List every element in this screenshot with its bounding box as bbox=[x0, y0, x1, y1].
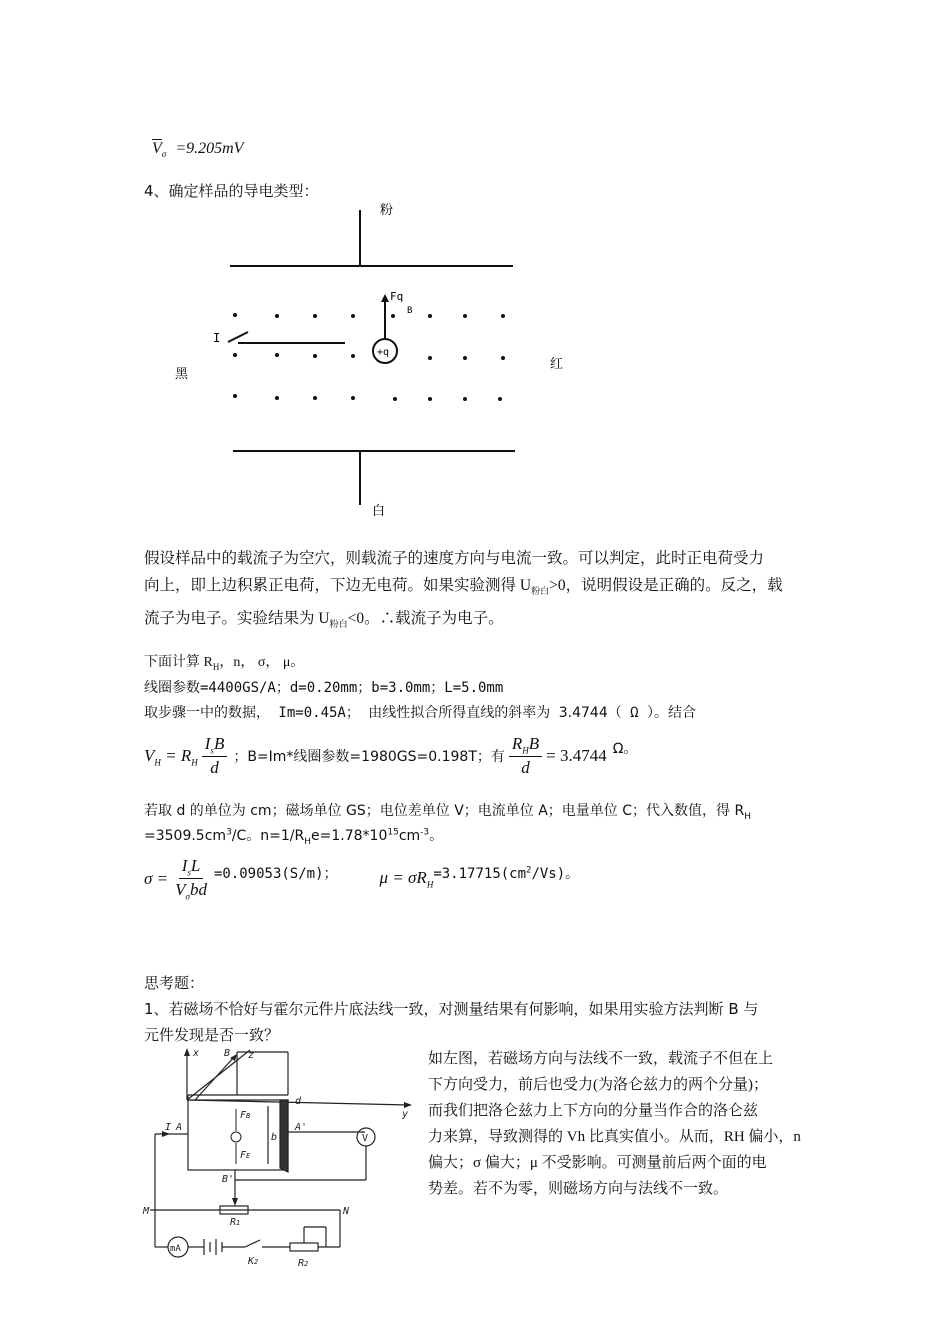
label-force-sub: B bbox=[407, 306, 413, 316]
label-black: 黑 bbox=[175, 367, 189, 382]
calc-intro-b: ，n， σ， μ。 bbox=[219, 655, 305, 670]
label-b-prime: B' bbox=[222, 1174, 235, 1185]
resistor-r2 bbox=[290, 1243, 318, 1251]
label-ma: mA bbox=[170, 1244, 181, 1254]
eq2-denominator: d bbox=[521, 758, 530, 778]
label-fe: FE bbox=[240, 1150, 251, 1161]
sigma-lhs: σ = bbox=[144, 868, 169, 888]
questions-title: 思考题： bbox=[144, 974, 205, 992]
step-data-a: 取步骤一中的数据， Im=0.45A； 由线性拟合所得直线的斜率为 bbox=[144, 705, 551, 721]
conductivity-mobility bbox=[144, 856, 579, 902]
label-i: I bbox=[165, 1122, 172, 1133]
label-r1: R1 bbox=[230, 1217, 241, 1228]
sigma-fraction bbox=[172, 856, 210, 902]
force-arrow-head bbox=[381, 294, 389, 302]
carrier-type-diagram bbox=[160, 200, 590, 530]
hall-element-side bbox=[280, 1100, 288, 1172]
hypothesis-line-3b: <0。∴载流子为电子。 bbox=[347, 610, 504, 628]
calc-intro-a: 下面计算 R bbox=[144, 655, 213, 670]
slope-value: 3.4744 bbox=[558, 705, 608, 721]
label-k2: K2 bbox=[248, 1256, 259, 1267]
u-subscript-2: 粉白 bbox=[329, 619, 348, 630]
eq1-text: ；B=Im*线圈参数=1980GS=0.198T；有 bbox=[233, 749, 505, 766]
section4-title: 4、确定样品的导电类型： bbox=[144, 182, 319, 200]
eq1-fraction bbox=[202, 734, 228, 778]
label-force: Fq bbox=[390, 290, 404, 303]
answer-paragraph bbox=[428, 1046, 813, 1202]
label-b-field: B bbox=[224, 1048, 231, 1059]
eq2-numerator: $R_HB$ bbox=[509, 734, 542, 757]
units-line-2: $=3509.5cm^3/C$。$n=1/R_He=1.78*10^{15}cm^{-3}$。 bbox=[144, 827, 444, 847]
answer-line: 偏大；σ 偏大；μ 不受影响。可测量前后两个面的电 bbox=[428, 1155, 767, 1171]
eq1-numerator: $I_sB$ bbox=[202, 734, 228, 757]
switch-k2 bbox=[245, 1240, 260, 1247]
label-d: d bbox=[295, 1096, 302, 1107]
label-red: 红 bbox=[550, 357, 564, 372]
vo-result bbox=[152, 138, 243, 159]
hypothesis-paragraph bbox=[144, 545, 824, 638]
answer-line: 如左图，若磁场方向与法线不一致，载流子不但在上 bbox=[428, 1051, 774, 1067]
answer-line: 而我们把洛仑兹力上下方向的分量当作合的洛仑兹 bbox=[428, 1103, 759, 1119]
label-white: 白 bbox=[372, 504, 386, 519]
magnetic-field-dots bbox=[233, 313, 505, 401]
label-fb: FB bbox=[240, 1110, 251, 1121]
u-subscript-1: 粉白 bbox=[531, 586, 550, 597]
calc-intro bbox=[144, 651, 304, 672]
b-field-line bbox=[195, 1056, 235, 1100]
mu-value: $=3.17715(cm^2/Vs)$。 bbox=[433, 865, 580, 882]
charge-plus-circle bbox=[231, 1132, 241, 1142]
calc-intro-sub: H bbox=[212, 661, 220, 672]
units-line-1 bbox=[144, 800, 751, 822]
hall-circuit-diagram bbox=[140, 1042, 415, 1272]
label-a-prime: A' bbox=[295, 1122, 308, 1133]
answer-line: 力来算，导致测得的 Vh 比真实值小。从而，RH 偏小，n bbox=[428, 1129, 801, 1145]
current-arrow bbox=[228, 332, 248, 342]
hypothesis-line-2b: >0，说明假设是正确的。反之，载 bbox=[549, 577, 783, 594]
hypothesis-line-2a: 向上，即上边积累正电荷，下边无电荷。如果实验测得 U bbox=[144, 577, 532, 594]
eq1-lhs: $V_H = R_H$ bbox=[144, 745, 198, 767]
label-r2: R2 bbox=[298, 1258, 309, 1269]
hypothesis-line-2 bbox=[144, 572, 824, 605]
r1-arrow bbox=[232, 1198, 238, 1206]
label-x: x bbox=[193, 1048, 200, 1059]
hypothesis-line-3a: 流子为电子。实验结果为 U bbox=[144, 610, 330, 628]
question-1-line-2: 元件发现是否一致？ bbox=[144, 1026, 280, 1044]
label-current: I bbox=[213, 331, 221, 345]
sigma-numerator: $I_sL$ bbox=[179, 856, 204, 879]
diagram-plates bbox=[228, 210, 515, 505]
vo-symbol: $\overline{V}$ bbox=[152, 140, 162, 157]
eq2-unit: Ω。 bbox=[612, 741, 638, 758]
label-m: M bbox=[143, 1206, 150, 1217]
circuit-lines bbox=[150, 1050, 410, 1257]
sigma-denominator: $V_\sigma bd$ bbox=[175, 880, 207, 902]
question-1-line-1: 1、若磁场不恰好与霍尔元件片底法线一致，对测量结果有何影响，如果用实验方法判断 B 与 bbox=[144, 1000, 759, 1018]
answer-line: 下方向受力，前后也受力(为洛仑兹力的两个分量)； bbox=[428, 1077, 768, 1093]
x-arrow bbox=[184, 1048, 190, 1056]
eq2-value: = 3.4744 bbox=[546, 746, 607, 766]
coil-parameters: 线圈参数=4400GS/A；d=0.20mm；b=3.0mm；L=5.0mm bbox=[144, 680, 504, 696]
label-b: b bbox=[271, 1132, 278, 1143]
sigma-value: =0.09053(S/m)； bbox=[213, 865, 338, 882]
hall-voltage-equation bbox=[144, 734, 637, 778]
label-y: y bbox=[402, 1109, 409, 1120]
units-line-1-sub: H bbox=[744, 811, 751, 822]
eq2-fraction bbox=[509, 734, 542, 778]
y-arrow bbox=[404, 1102, 412, 1108]
mu-lhs: $\mu = \sigma R_H$ bbox=[379, 868, 434, 890]
step-data-b: （ Ω ）。结合 bbox=[607, 705, 697, 721]
vo-subscript: σ bbox=[161, 149, 167, 160]
label-charge: +q bbox=[377, 347, 390, 358]
circuit-labels bbox=[142, 1048, 408, 1269]
hypothesis-line-1: 假设样品中的载流子为空穴，则载流子的速度方向与电流一致。可以判定，此时正电荷受力 bbox=[144, 550, 765, 567]
vo-value: =9.205mV bbox=[175, 140, 244, 157]
units-line-1a: 若取 d 的单位为 cm；磁场单位 GS；电位差单位 V；电流单位 A；电量单位 C；代入数值，得 R bbox=[144, 803, 745, 819]
label-z: z bbox=[248, 1050, 255, 1061]
answer-line: 势差。若不为零，则磁场方向与法线不一致。 bbox=[428, 1181, 729, 1197]
eq1-denominator: d bbox=[210, 758, 219, 778]
label-pink: 粉 bbox=[380, 203, 394, 218]
label-n: N bbox=[343, 1206, 350, 1217]
label-voltmeter: V bbox=[362, 1133, 369, 1144]
label-a: A bbox=[176, 1122, 183, 1133]
step-data bbox=[144, 702, 809, 722]
hypothesis-line-3 bbox=[144, 605, 824, 638]
